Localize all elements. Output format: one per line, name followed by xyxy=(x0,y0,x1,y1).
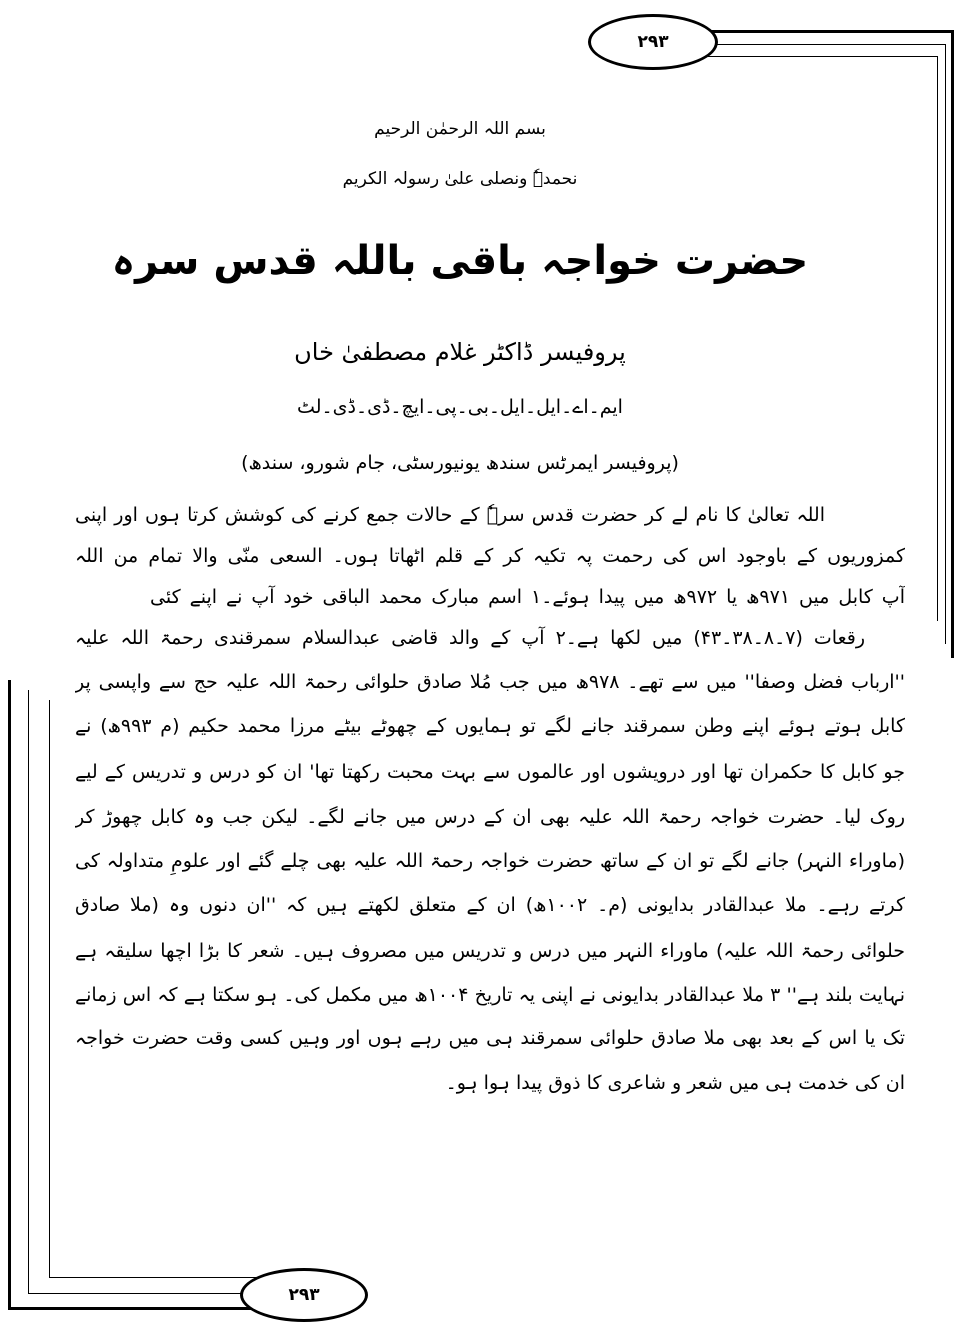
body-line: آپ کابل میں ۹۷۱ھ یا ۹۷۲ھ میں پیدا ہوئے۔۱ اسم مبارک محمد الباقی خود آپ نے اپنے کئی xyxy=(150,586,905,609)
body-line: کمزوریوں کے باوجود اس کی رحمت پہ تکیہ کر کے قلم اٹھاتا ہوں۔ السعی منّی والا تمام من اللہ xyxy=(75,545,905,567)
salutation: نحمدہٗ ونصلی علیٰ رسولہ الکریم xyxy=(342,169,578,189)
body-line: اللہ تعالیٰ کا نام لے کر حضرت قدس سرہٗ کے حالات جمع کرنے کی کوشش کرتا ہوں اور اپنی xyxy=(75,504,825,526)
body-line: ان کی خدمت ہی میں شعر و شاعری کا ذوق پیدا ہوا ہو۔ xyxy=(445,1071,905,1094)
body-line: حلوائی رحمۃ اللہ علیہ) ماوراء النہر میں درس و تدریس میں مصروف ہیں۔ شعر کا بڑا اچھا سلیقہ ہے xyxy=(75,939,905,962)
article-title: حضرت خواجہ باقی باللہ قدس سرہ xyxy=(111,238,809,284)
page-number-bottom: ۲۹۳ xyxy=(240,1268,368,1322)
author-degrees: ایم۔اے۔ایل۔ایل۔بی۔پی۔ایچ۔ڈی۔ڈی۔لٹ xyxy=(297,396,623,418)
body-line: جو کابل کا حکمران تھا اور درویشوں اور عالموں سے بہت محبت رکھتا تھا' ان کو درس و تدریس کے لیے xyxy=(75,760,905,783)
author-affiliation: (پروفیسر ایمرٹس سندھ یونیورسٹی، جام شورو، سندھ) xyxy=(241,452,679,474)
body-line: نہایت بلند ہے'' ۳ ملا عبدالقادر بدایونی نے اپنی یہ تاریخ ۱۰۰۴ھ میں مکمل کی۔ ہو سکتا ہے کہ اس زمانے xyxy=(75,984,905,1006)
body-line: تک یا اس کے بعد بھی ملا صادق حلوائی سمرقند ہی میں رہے ہوں اور وہیں کسی وقت حضرت خواجہ xyxy=(75,1027,905,1050)
body-line: (ماوراء النہر) جانے لگے تو ان کے ساتھ حضرت خواجہ رحمۃ اللہ علیہ بھی چلے گئے اور علومِ متداولہ کی xyxy=(75,850,905,873)
body-line: ''ارباب فضل وصفا'' میں سے تھے۔ ۹۷۸ھ میں جب مُلا صادق حلوائی رحمۃ اللہ علیہ حج سے واپسی پر xyxy=(75,670,905,693)
body-line: کرتے رہے۔ ملا عبدالقادر بدایونی (م۔ ۱۰۰۲ھ) ان کے متعلق لکھتے ہیں کہ ''ان دنوں وہ (ملا صادق xyxy=(75,894,905,917)
author-name: پروفیسر ڈاکٹر غلام مصطفیٰ خاں xyxy=(294,338,626,366)
body-line: رقعات (۷۔۸۔۳۸۔۴۳) میں لکھا ہے۔۲ آپ کے والد قاضی عبدالسلام سمرقندی رحمۃ اللہ علیہ xyxy=(75,626,865,649)
body-line: کابل ہوتے ہوئے اپنے وطن سمرقند جانے لگے تو ہمایوں کے چھوٹے بیٹے مرزا محمد حکیم (م ۹۹۳ھ) نے xyxy=(75,715,905,738)
page-number-top: ۲۹۳ xyxy=(588,14,718,70)
bismillah: بسم اللہ الرحمٰن الرحیم xyxy=(374,119,546,139)
body-line: روک لیا۔ حضرت خواجہ رحمۃ اللہ علیہ بھی ان کے درس میں جانے لگے۔ لیکن جب وہ کابل چھوڑ کر xyxy=(75,805,905,828)
